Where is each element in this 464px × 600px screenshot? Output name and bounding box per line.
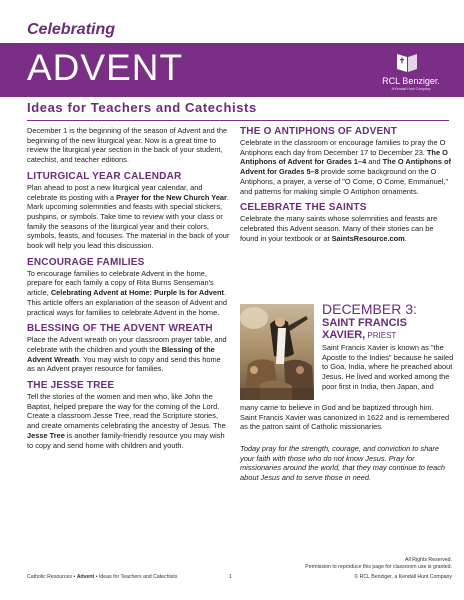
saints-paragraph: Celebrate the many saints whose solemnities and feasts are celebrated this Advent season. Many of their stories can be found in your textbook or at SaintsResource.com. [240,214,438,243]
wreath-blessing-link: Blessing of the Advent Wreath [27,344,215,364]
families-heading: ENCOURAGE FAMILIES [27,256,145,268]
saint-bio-wrap: Saint Francis Xavier is known as "the Apostle to the Indies" because he sailed to Goa, India, where he preached about Jesus. He lived and worked among the poor first in India, then Japan, and [322,343,454,391]
saints-heading: CELEBRATE THE SAINTS [240,202,367,214]
page-subtitle: Ideas for Teachers and Catechists [27,100,257,115]
wreath-paragraph: Place the Advent wreath on your classroom prayer table, and celebrate with the children and youth the Blessing of the Advent Wreath. You may wish to copy and send this home as an Advent prayer resource for families. [27,335,227,374]
publisher-subtitle: A Kendall Hunt Company [391,87,431,91]
feast-date: DECEMBER 3: [322,301,417,317]
saints-resource-link: SaintsResource.com [331,233,405,243]
intro-paragraph: December 1 is the beginning of the season of Advent and the beginning of the new liturgical year. Now is a great time to review the liturgical year section in the back of your student, catechist, and teacher editions. [27,126,228,165]
families-paragraph: To encourage families to celebrate Advent in the home, prepare for each family a copy of Rita Burns Senseman's article, Celebrating Advent at Home: Purple Is for Advent. This article offers an explanation of the season of Advent and practical ways for families to celebrate Advent in the home. [27,268,227,317]
footer-rights: All Rights Reserved. Permission to reproduce this page for classroom use is granted. © RCL Benziger, a Kendall Hunt Company [305,557,452,580]
antiphons-grades-5-8-link: The O Antiphons of Advent for Grades 5–8 [240,157,451,177]
jesse-heading: THE JESSE TREE [27,380,115,392]
purple-for-advent-link: Celebrating Advent at Home: Purple Is for Advent [50,288,224,298]
prayer-text: Today pray for the strength, courage, and conviction to share your faith with those who do not know Jesus. Pray for missionaries around the world, that they may continue to teach about Jesus and to serve those in need. [240,444,445,483]
page-number: 1 [229,574,232,580]
kicker: Celebrating [27,21,116,38]
footer-left: Catholic Resources • Advent • Ideas for Teachers and Catechists [27,574,178,580]
calendar-heading: LITURGICAL YEAR CALENDAR [27,170,182,182]
jesse-tree-link: Jesse Tree [27,430,65,440]
publisher-name: RCL Benziger. [382,76,440,86]
saint-bio: many came to believe in God and be baptized through him. Saint Francis Xavier was canonized in 1622 and is remembered as the patron saint of Catholic missionaries. [240,403,450,432]
saint-francis-xavier-painting [240,304,314,400]
wreath-heading: BLESSING OF THE ADVENT WREATH [27,323,213,335]
antiphons-heading: THE O ANTIPHONS OF ADVENT [240,126,398,137]
divider [27,120,449,121]
calendar-paragraph: Plan ahead to post a new liturgical year calendar, and celebrate its posting with a Prayer for the New Church Year. Mark upcoming solemnities and feasts with special stickers, pushpins, or symbols. Take time to review with your class or family the seasons of the liturgical year and their colors, symbols, feasts, and focuses. The material in the back of your book will help you lead this discussion. [27,182,230,251]
antiphons-grades-1-4-link: The O Antiphons of Advent for Grades 1–4 [240,147,448,167]
saint-title: SAINT FRANCIS XAVIER, PRIEST [322,317,407,341]
rcl-logo-icon [394,50,420,74]
prayer-new-church-year-link: Prayer for the New Church Year [116,192,227,202]
right-column [240,126,452,243]
jesse-paragraph: Tell the stories of the women and men who, like John the Baptist, helped prepare the way for the coming of the Lord. Create a classroom Jesse Tree, read the Scripture stories, and create ornaments celebrating the ancestry of Jesus. The Jesse Tree is another family-friendly resource you may wish to copy and send home with children and youth. [27,392,226,450]
left-column [27,126,230,450]
page-title: ADVENT [27,47,184,88]
antiphons-paragraph: Celebrate in the classroom or encourage families to pray the O Antiphons each day from December 17 to December 23. The O Antiphons of Advent for Grades 1–4 and The O Antiphons of Advent for Grades 5–8 provide some background on the O Antiphons, a prayer, a verse of "O Come, O Come, Emmanuel," and patterns for making simple O Antiphon ornaments. [240,138,451,196]
